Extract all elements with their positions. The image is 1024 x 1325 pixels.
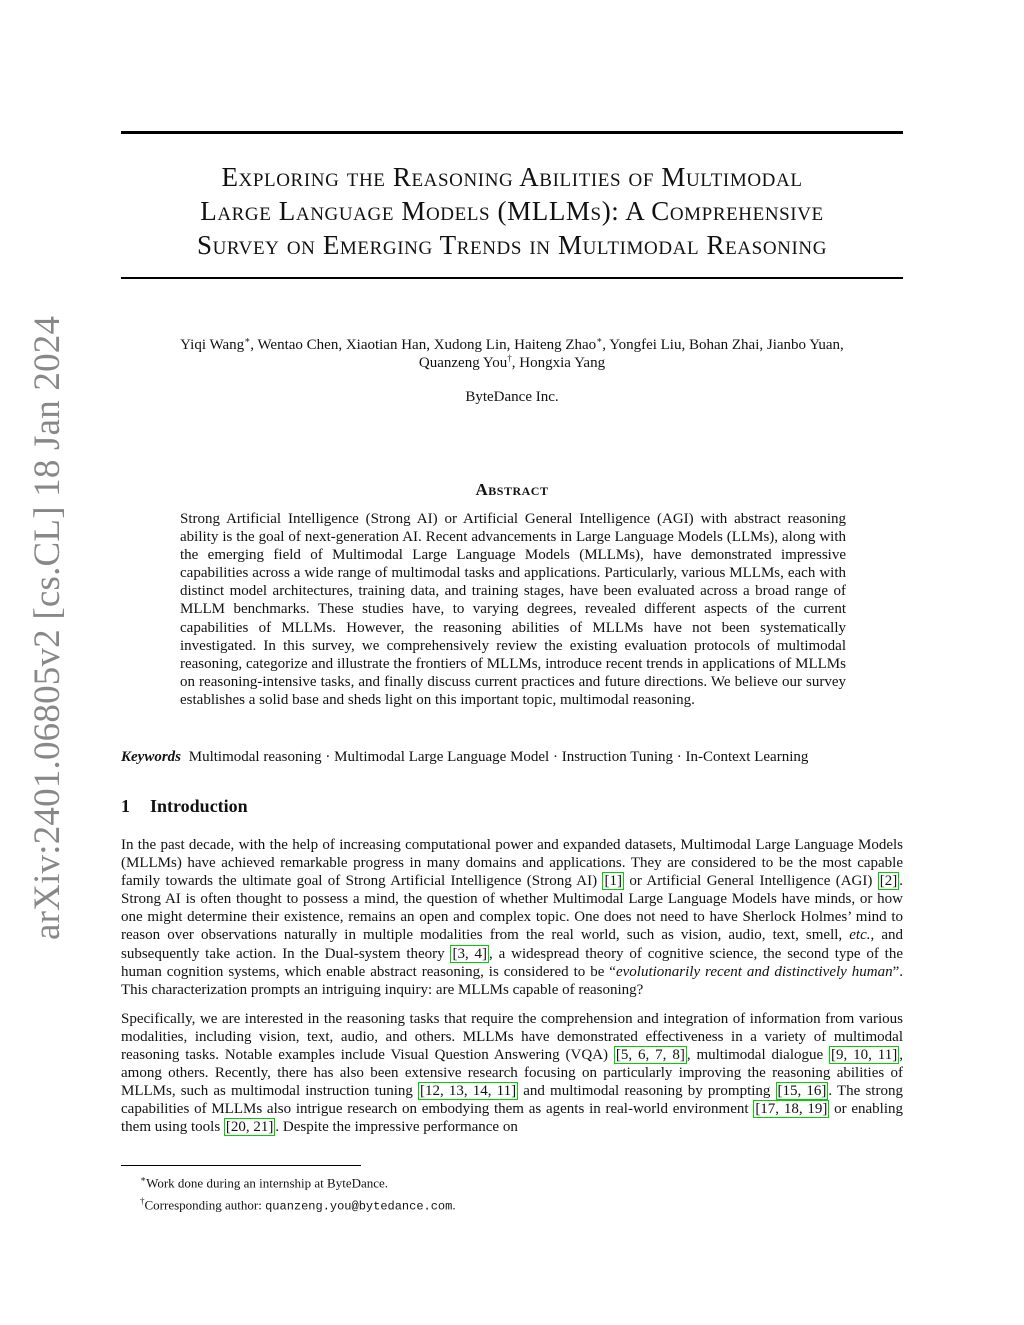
author-list [121, 336, 903, 372]
abstract-heading: Abstract [475, 480, 549, 499]
footnote-1 [140, 1170, 456, 1192]
paragraph-text: or enabling them using tools [121, 1101, 903, 1136]
paragraph-text: . The strong capabilities of MLLMs also intrigue research on embodying them as agents in real-world environment [121, 1083, 903, 1118]
paragraph-text: , a widespread theory of cognitive science, the second type of the human cognition systems, which enable abstract reasoning, is considered to be “ [121, 945, 904, 980]
footnote-mark: † [140, 1196, 145, 1207]
paragraph-1 [121, 836, 903, 999]
paragraph-text: or Artificial General Intelligence (AGI) [623, 873, 878, 890]
title-line-1: Exploring the Reasoning Abilities of Multimodal [221, 162, 803, 192]
paragraph-text: Specifically, we are interested in the reasoning tasks that require the comprehension and integration of information from various modalities, including vision, text, audio, and others. MLLMs have demonstrated effectiveness in a variety of multimodal reasoning tasks. Notable examples include Visual Question Answering (VQA) [121, 1010, 903, 1064]
paragraph-text: . Strong AI is often thought to possess a mind, the question of whether Multimodal Large Language Models have minds, or how one might determine their existence, remains an open and complex topic. One does not need to have Sherlock Holmes’ mind to reason over observations naturally in multiple modalities from the real world, such as vision, audio, text, smell, [121, 873, 903, 944]
footnote-text: Work done during an internship at ByteDance. [146, 1175, 389, 1191]
footnote-mark: ∗ [140, 1174, 147, 1184]
author-name: , Hongxia Yang [511, 355, 606, 371]
section-title: Introduction [150, 796, 248, 816]
author-mark: † [507, 353, 512, 363]
paragraph-text: , and subsequently take action. In the Dual-system theory [121, 927, 903, 962]
paragraph-2 [121, 1010, 903, 1137]
arxiv-stamp: arXiv:2401.06805v2 [cs.CL] 18 Jan 2024 [27, 315, 68, 940]
title-line-3: Survey on Emerging Trends in Multimodal Reasoning [196, 230, 828, 260]
affiliation: ByteDance Inc. [465, 389, 559, 405]
footnote-rule [121, 1165, 361, 1166]
italic-quote: evolutionarily recent and distinctively human [615, 963, 893, 980]
citation-link[interactable]: [9, 10, 11] [831, 1047, 898, 1064]
paragraph-text: , multimodal dialogue [686, 1047, 830, 1064]
author-names: , Yongfei Liu, Bohan Zhai, Jianbo Yuan, [602, 337, 844, 353]
italic-text: etc. [849, 927, 871, 944]
author-names: , Wentao Chen, Xiaotian Han, Xudong Lin, Haiteng Zhao [250, 337, 597, 353]
keywords-label: Keywords [121, 749, 181, 765]
citation-link[interactable]: [12, 13, 14, 11] [420, 1083, 517, 1100]
paragraph-text: , among others. Recently, there has also been extensive research focusing on particularly improving the reasoning abilities of MLLMs, such as multimodal instruction tuning [121, 1047, 903, 1100]
title-rule-bottom [121, 277, 903, 279]
author-name: Quanzeng You [418, 355, 508, 371]
section-body [121, 836, 903, 1148]
section-number: 1 [121, 796, 130, 816]
footnote-2 [140, 1192, 456, 1216]
citation-link[interactable]: [3, 4] [452, 945, 488, 962]
section-heading [121, 796, 248, 817]
citation-link[interactable]: [20, 21] [225, 1119, 274, 1136]
footnote-text: . [452, 1197, 456, 1213]
paper-title [100, 160, 924, 262]
footnote-text: Corresponding author: [144, 1197, 266, 1213]
author-mark: ∗ [244, 335, 251, 345]
paragraph-text: and multimodal reasoning by prompting [518, 1083, 776, 1100]
footnotes [140, 1170, 456, 1217]
paragraph-text: ”. This characterization prompts an intriguing inquiry: are MLLMs capable of reasoning? [121, 963, 903, 998]
citation-link[interactable]: [17, 18, 19] [755, 1101, 828, 1118]
paragraph-text: In the past decade, with the help of increasing computational power and expanded datasets, Multimodal Large Language Models (MLLMs) have achieved remarkable progress in many domains and applications. They are considered to be the most capable family towards the ultimate goal of Strong Artificial Intelligence (Strong AI) [121, 837, 903, 890]
citation-link[interactable]: [5, 6, 7, 8] [615, 1047, 685, 1064]
abstract-text: Strong Artificial Intelligence (Strong AI) or Artificial General Intelligence (AGI) with abstract reasoning ability is the goal of next-generation AI. Recent advancements in Large Language Models (LLMs), along with the emerging field of Multimodal Large Language Models (MLLMs), have demonstrated impressive capabilities across a wide range of multimodal tasks and applications. Particularly, various MLLMs, each with distinct model architectures, training data, and training stages, have been evaluated across a broad range of MLLM benchmarks. These studies have, to varying degrees, revealed different aspects of the current capabilities of MLLMs. However, the reasoning abilities of MLLMs have not been systematically investigated. In this survey, we comprehensively review the existing evaluation protocols of multimodal reasoning, categorize and illustrate the frontiers of MLLMs, introduce recent trends in applications of MLLMs on reasoning-intensive tasks, and finally discuss current practices and future directions. We believe our survey establishes a solid base and sheds light on this important topic, multimodal reasoning. [180, 511, 846, 708]
citation-link[interactable]: [15, 16] [777, 1083, 827, 1100]
title-line-2: Large Language Models (MLLMs): A Comprehensive [200, 196, 824, 226]
title-rule-top [121, 131, 903, 134]
email-link[interactable]: quanzeng.you@bytedance.com [265, 1199, 453, 1214]
citation-link[interactable]: [2] [879, 873, 898, 890]
citation-link[interactable]: [1] [604, 873, 622, 890]
paragraph-text: . Despite the impressive performance on [275, 1119, 518, 1136]
author-mark: ∗ [596, 335, 603, 345]
keywords-line [121, 748, 903, 766]
author-name: Yiqi Wang [180, 337, 245, 353]
keywords-items: Multimodal reasoning · Multimodal Large Language Model · Instruction Tuning · In-Context Learning [188, 749, 809, 765]
